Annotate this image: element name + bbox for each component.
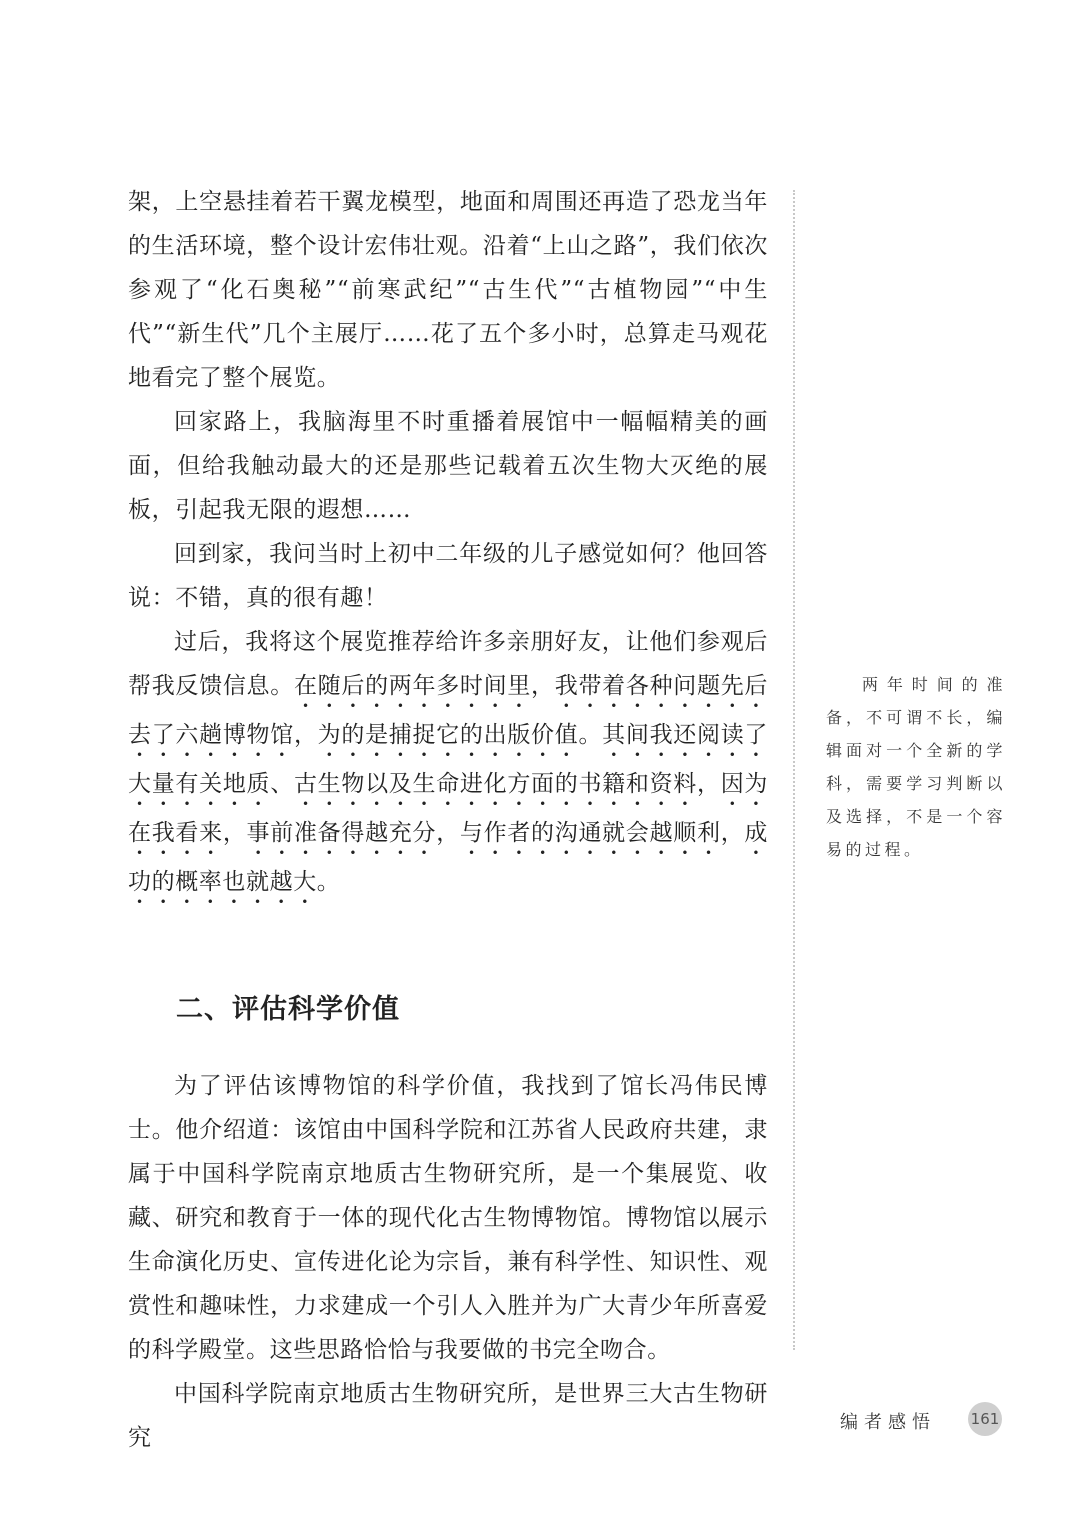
footer-title: 编者感悟	[840, 1412, 936, 1433]
main-text-column	[128, 180, 768, 1460]
section-paragraph-2: 中国科学院南京地质古生物研究所，是世界三大古生物研究	[128, 1381, 768, 1451]
paragraph-2: 回家路上，我脑海里不时重播着展馆中一幅幅精美的画面，但给我触动最大的还是那些记载着五次生物大灭绝的展板，引起我无限的遐想……	[128, 409, 768, 523]
paragraph-3: 回到家，我问当时上初中二年级的儿子感觉如何？他回答说：不错，真的很有趣！	[128, 541, 768, 611]
section-paragraph-1: 为了评估该博物馆的科学价值，我找到了馆长冯伟民博士。他介绍道：该馆由中国科学院和江苏省人民政府共建，隶属于中国科学院南京地质古生物研究所，是一个集展览、收藏、研究和教育于一体的现代化古生物博物馆。博物馆以展示生命演化历史、宣传进化论为宗旨，兼有科学性、知识性、观赏性和趣味性，力求建成一个引人入胜并为广大青少年所喜爱的科学殿堂。这些思路恰恰与我要做的书完全吻合。	[128, 1073, 768, 1363]
page-number: 161	[968, 1402, 1002, 1436]
section-heading: 二、评估科学价值	[176, 994, 400, 1025]
paragraph-4	[128, 620, 768, 909]
paragraph-4-plain: 过后，我将这个展览推荐给许多亲朋好友，让他们参观后帮我反馈信息。	[128, 629, 768, 699]
paragraph-4-emphasized: 在随后的两年多时间里，我带着各种问题先后去了六趟博物馆，为的是捕捉它的出版价值。其间我还阅读了大量有关地质、古生物以及生命进化方面的书籍和资料，因为在我看来，事前准备得越充分，与作者的沟通就会越顺利，成功的概率也就越大。	[128, 673, 768, 895]
margin-divider	[793, 190, 795, 1350]
side-note: 两年时间的准备，不可谓不长，编辑面对一个全新的学科，需要学习判断以及选择，不是一个容易的过程。	[826, 675, 1006, 859]
paragraph-1: 架，上空悬挂着若干翼龙模型，地面和周围还再造了恐龙当年的生活环境，整个设计宏伟壮观。沿着“上山之路”，我们依次参观了“化石奥秘”“前寒武纪”“古生代”“古植物园”“中生代”“新生代”几个主展厅……花了五个多小时，总算走马观花地看完了整个展览。	[128, 189, 768, 391]
